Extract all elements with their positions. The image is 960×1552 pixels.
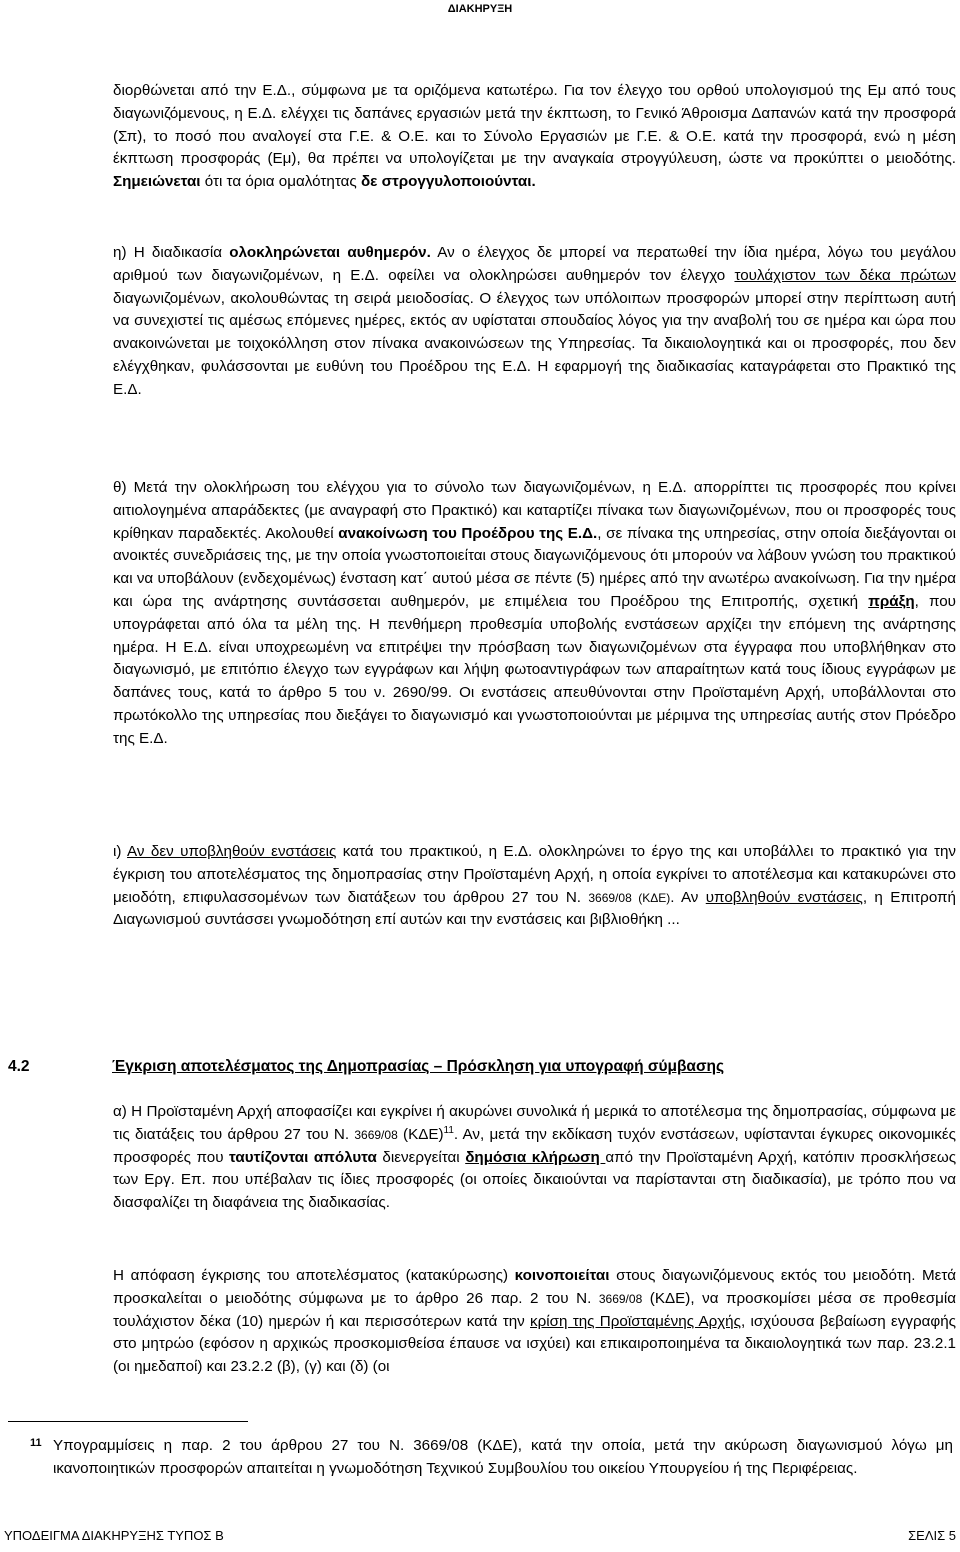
paragraph-theta: θ) Μετά την ολοκλήρωση του ελέγχου για το σύνολο των διαγωνιζομένων, η Ε.Δ. απορρίπτει τις προσφορές που κρίνει αιτιολογημένα απαράδεκτες (με αναγραφή στο Πρακτικό) και καταρτίζει πίνακα των διαγωνιζομένων, που οι προσφορές τους κρίθηκαν παραδεκτές. Ακολουθεί ανακοίνωση του Προέδρου της Ε.Δ., σε πίνακα της υπηρεσίας, στην οποία διεξάγονται οι ανοικτές συνεδριάσεις της, με την οποία γνωστοποιείται στους διαγωνιζόμενους ότι μπορούν να λάβουν γνώση του πρακτικού και να υποβάλουν (ενδεχομένως) ένσταση κατ΄ αυτού μέσα σε πέντε (5) ημέρες από την ανωτέρω ανακοίνωση. Για την ημέρα και ώρα της ανάρτησης συντάσσεται αυθημερόν, με επιμέλεια του Προέδρου της Επιτροπής, σχετική πράξη, που υπογράφεται από όλα τα μέλη της. Η πενθήμερη προθεσμία υποβολής ενστάσεων αρχίζει την επόμενη της ανάρτησης ημέρα. Η Ε.Δ. είναι υποχρεωμένη να επιτρέψει την πρόσβαση των διαγωνιζομένων στα έγγραφα που υποβλήθηκαν στο διαγωνισμό, με επιτόπιο έλεγχο των εγγράφων και λήψη φωτοαντιγράφων των απαραίτητων κατά τους ίδιους εγγράφων με δαπάνες τους, κατά το άρθρο 5 του ν. 2690/99. Οι ενστάσεις απευθύνονται στην Προϊσταμένη Αρχή, υποβάλλονται στο πρωτόκολλο της υπηρεσίας που διεξάγει το διαγωνισμό και γνωστοποιούνται με μέριμνα της υπηρεσίας αυτής στον Πρόεδρο της Ε.Δ.: [113, 479, 956, 747]
section-number: 4.2: [8, 1058, 30, 1075]
paragraph-rounding: διορθώνεται από την Ε.Δ., σύμφωνα με τα οριζόμενα κατωτέρω. Για τον έλεγχο του ορθού υπολογισμού της Εμ από τους διαγωνιζόμενους, η Ε.Δ. ελέγχει τις δαπάνες εργασιών μετά την έκπτωση, το Γενικό Άθροισμα Δαπανών κατά την προσφορά (Σπ), το ποσό που αναλογεί στα Γ.Ε. & Ο.Ε. και το Σύνολο Εργασιών με Γ.Ε. & Ο.Ε. κατά την προσφορά, ενώ η μέση έκπτωση προσφοράς (Εμ), θα πρέπει να υπολογίζεται με την αναγκαία στρογγύλευση, ώστε να προκύπτει ο μειοδότης. Σημειώνεται ότι τα όρια ομαλότητας δε στρογγυλοποιούνται.: [113, 82, 956, 191]
page-number: ΣΕΛΙΣ 5: [908, 1528, 956, 1543]
section-title: Έγκριση αποτελέσματος της Δημοπρασίας – Πρόσκληση για υπογραφή σύμβασης: [112, 1058, 725, 1075]
page-header: ΔΙΑΚΗΡΥΞΗ: [447, 3, 513, 15]
paragraph-alpha: α) Η Προϊσταμένη Αρχή αποφασίζει και εγκρίνει ή ακυρώνει συνολικά ή μερικά το αποτέλεσμα της δημοπρασίας, σύμφωνα με τις διατάξεις του άρθρου 27 του Ν. 3669/08 $(K\Delta E)^{11}$. Αν, μετά την εκδίκαση τυχόν ενστάσεων, υφίστανται έγκυρες οικονομικές προσφορές που ταυτίζονται απόλυτα διενεργείται δημόσια κλήρωση από την Προϊσταμένη Αρχή, κατόπιν προσκλήσεως των Εργ. Επ. που υπέβαλαν τις ίδιες προσφορές (οι οποίες δικαιούνται να παρίστανται στη διαδικασία), με τρόπο που να διασφαλίζει τη διαφάνεια της διαδικασίας.: [113, 1103, 957, 1212]
paragraph-iota: ι) Αν δεν υποβληθούν ενστάσεις κατά του πρακτικού, η Ε.Δ. ολοκληρώνει το έργο της και υποβάλλει το πρακτικό για την έγκριση του αποτελέσματος της δημοπρασίας στην Προϊσταμένη Αρχή, η οποία εγκρίνει το αποτέλεσμα και κατακυρώνει στο μειοδότη, επιφυλασσομένων των διατάξεων του άρθρου 27 του Ν. 3669/08 (ΚΔΕ). Αν υποβληθούν ενστάσεις, η Επιτροπή Διαγωνισμού συντάσσει γνωμοδότηση επί αυτών και την ενστάσεις και βιβλιοθήκη ...: [113, 843, 956, 929]
paragraph-approval: Η απόφαση έγκρισης του αποτελέσματος (κατακύρωσης) κοινοποιείται στους διαγωνιζόμενους εκτός του μειοδότη. Μετά προσκαλείται ο μειοδότης σύμφωνα με το άρθρο 26 παρ. 2 του Ν. 3669/08 (ΚΔΕ), να προσκομίσει μέσα σε προθεσμία τουλάχιστον δέκα (10) ημερών ή και περισσότερων κατά την κρίση της Προϊσταμένης Αρχής, ισχύουσα βεβαίωση εγγραφής στο μητρώο (εφόσον η αρχικώς προσκομισθείσα έπαυσε να ισχύει) και επικαιροποιημένα τα δικαιολογητικά των παρ. 23.2.1 (οι ημεδαποί) και 23.2.2 (β), (γ) και (δ) (οι: [113, 1267, 956, 1376]
footnote-text: Υπογραμμίσεις η παρ. 2 του άρθρου 27 του Ν. 3669/08 (ΚΔΕ), κατά την οποία, μετά την ακύρωση διαγωνισμού λόγω μη ικανοποιητικών προσφορών απαιτείται η γνωμοδότηση Τεχνικού Συμβουλίου του οικείου Υπουργείου ή της Περιφέρειας.: [53, 1437, 953, 1477]
footnote-number: 11: [30, 1437, 42, 1449]
footnote-divider: [8, 1421, 248, 1422]
footer-title: ΥΠΟΔΕΙΓΜΑ ΔΙΑΚΗΡΥΞΗΣ ΤΥΠΟΣ Β: [4, 1528, 224, 1543]
footnote-ref[interactable]: 11: [443, 1124, 454, 1136]
paragraph-eta: η) Η διαδικασία ολοκληρώνεται αυθημερόν. Αν ο έλεγχος δε μπορεί να περατωθεί την ίδια ημέρα, λόγω του μεγάλου αριθμού των διαγωνιζομένων, η Ε.Δ. οφείλει να ολοκληρώσει αυθημερόν τον έλεγχο τουλάχιστον των δέκα πρώτων διαγωνιζομένων, ακολουθώντας τη σειρά μειοδοσίας. Ο έλεγχος των υπόλοιπων προσφορών μπορεί στην περίπτωση αυτή να συνεχιστεί τις αμέσως επόμενες ημέρες, εκτός αν υφίσταται σπουδαίος λόγος για την αναβολή του σε ημέρα και ώρα που ανακοινώνεται με τοιχοκόλληση στον πίνακα ανακοινώσεων της Υπηρεσίας. Τα δικαιολογητικά και οι προσφορές, που δεν ελέγχθηκαν, φυλάσσονται με ευθύνη του Προέδρου της Ε.Δ. Η εφαρμογή της διαδικασίας καταγράφεται στο Πρακτικό της Ε.Δ.: [113, 244, 956, 398]
